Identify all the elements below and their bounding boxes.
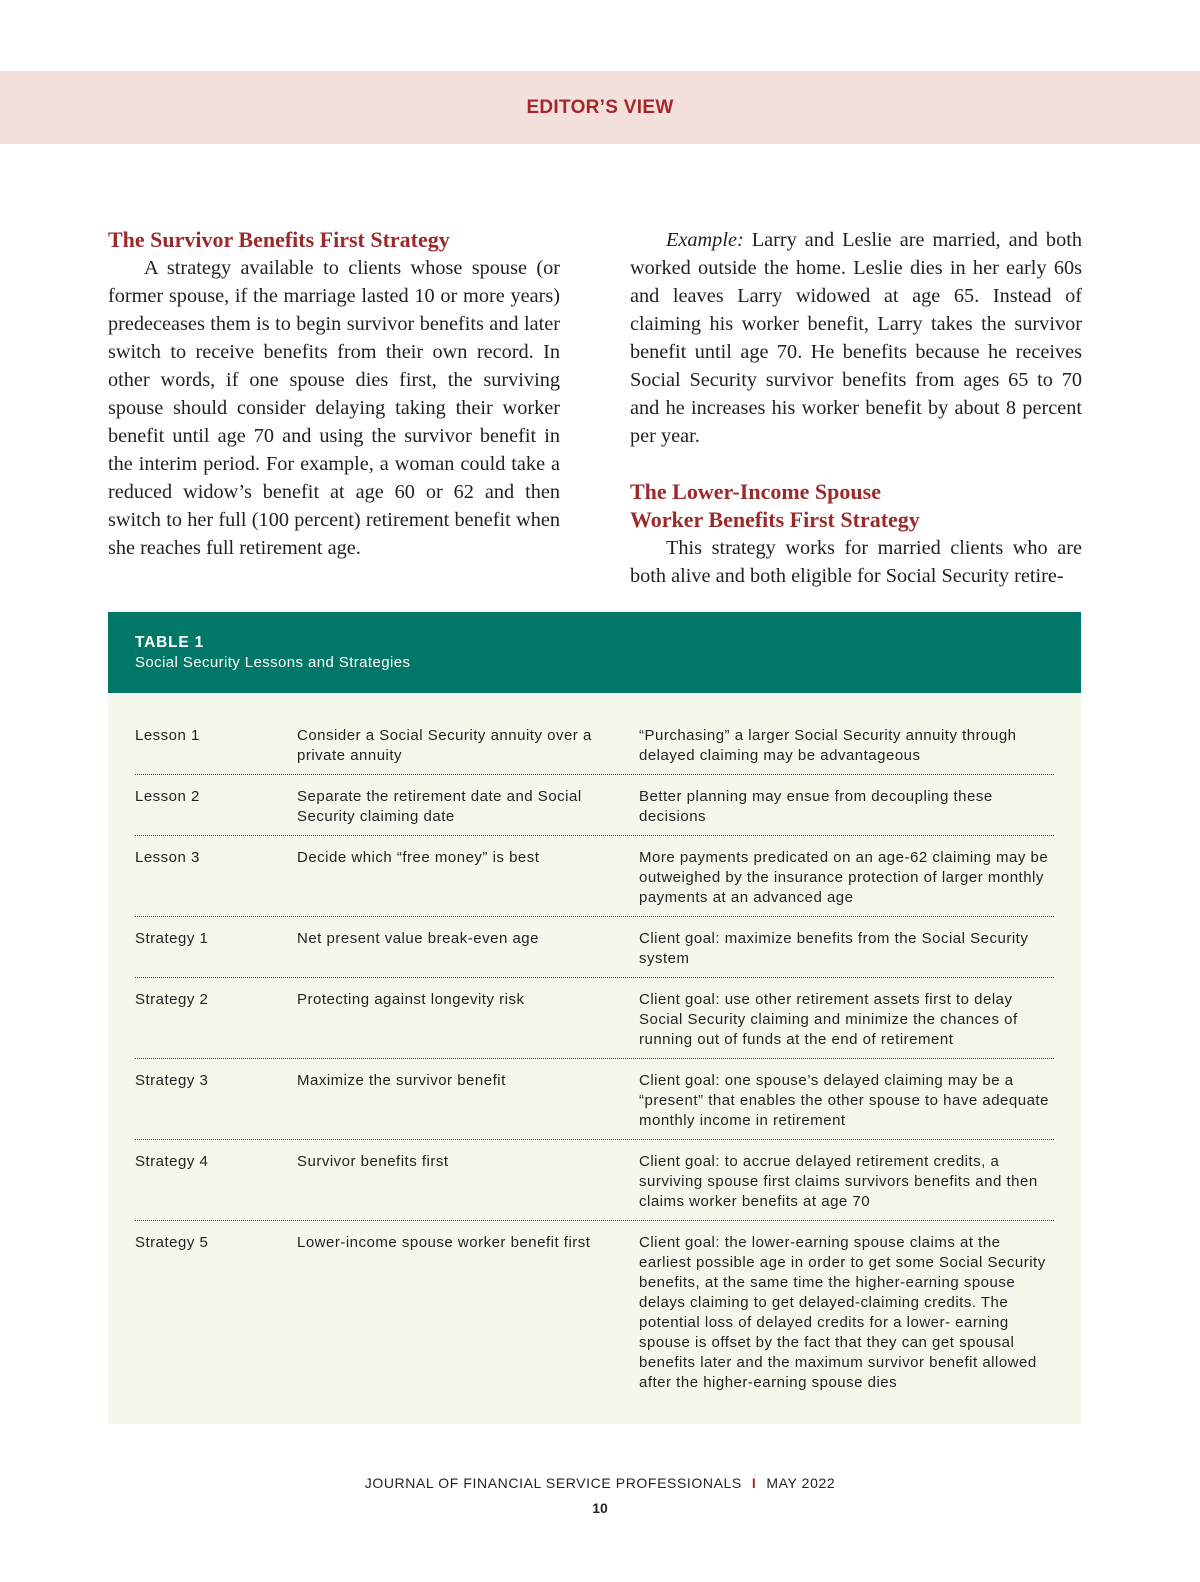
table-row — [135, 726, 1054, 775]
table-row — [135, 1152, 1054, 1221]
row-topic: Lower-income spouse worker benefit first — [297, 1234, 591, 1251]
example-label: Example: — [666, 229, 744, 251]
table-row — [135, 1233, 1054, 1401]
lower-income-strategy-heading — [630, 478, 1082, 534]
survivor-strategy-paragraph: A strategy available to clients whose spouse (or former spouse, if the marriage lasted 10 or more years) predeceases them is to begin survivor benefits and later switch to receive benefits from their own record. In other words, if one spouse dies first, the surviving spouse should consider delaying taking their worker benefit until age 70 and using the survivor benefit in the interim period. For example, a woman could take a reduced widow’s benefit at age 60 or 62 and then switch to her full (100 percent) retirement benefit when she reaches full retirement age. — [108, 257, 560, 559]
row-description: Client goal: the lower-earning spouse claims at the earliest possible age in order to get some Social Security benefits, at the same time the higher-earning spouse delays claiming to get delayed-claiming credits. The potential loss of delayed credits for a lower- earning spouse is offset by the fact that they can get spousal benefits later and the maximum survivor benefit allowed after the higher-earning spouse dies — [639, 1234, 1046, 1391]
lower-income-strategy-paragraph: This strategy works for married clients who are both alive and both eligible for Social Security retire- — [630, 537, 1082, 587]
table-row — [135, 929, 1054, 978]
row-description: More payments predicated on an age-62 claiming may be outweighed by the insurance protection of larger monthly payments at an advanced age — [639, 849, 1049, 906]
survivor-strategy-heading: The Survivor Benefits First Strategy — [108, 227, 450, 252]
row-topic: Maximize the survivor benefit — [297, 1072, 506, 1089]
page-number: 10 — [592, 1500, 608, 1516]
table-1 — [108, 612, 1081, 1424]
row-item: Lesson 1 — [135, 727, 200, 744]
journal-name: JOURNAL OF FINANCIAL SERVICE PROFESSIONALS — [364, 1475, 742, 1491]
table-body — [135, 726, 1054, 1413]
heading-line-2: Worker Benefits First Strategy — [630, 507, 920, 532]
table-row — [135, 848, 1054, 917]
left-column — [108, 226, 560, 562]
table-header — [108, 612, 1081, 693]
row-topic: Decide which “free money” is best — [297, 849, 540, 866]
issue-date: MAY 2022 — [766, 1475, 836, 1491]
row-item: Strategy 1 — [135, 930, 209, 947]
row-item: Strategy 5 — [135, 1234, 209, 1251]
table-label: TABLE 1 — [135, 633, 205, 651]
example-text: Larry and Leslie are married, and both worked outside the home. Leslie dies in her early 60s and leaves Larry widowed at age 65. Instead of claiming his worker benefit, Larry takes the survivor benefit until age 70. He benefits because he receives Social Security survivor benefits from ages 65 to 70 and he increases his worker benefit by about 8 percent per year. — [630, 229, 1082, 447]
row-item: Lesson 3 — [135, 849, 200, 866]
row-description: Client goal: use other retirement assets first to delay Social Security claiming and minimize the chances of running out of funds at the end of retirement — [639, 991, 1018, 1048]
heading-line-1: The Lower-Income Spouse — [630, 479, 881, 504]
row-item: Strategy 3 — [135, 1072, 209, 1089]
section-title: EDITOR’S VIEW — [526, 96, 674, 118]
row-topic: Consider a Social Security annuity over a private annuity — [297, 727, 592, 764]
table-row — [135, 990, 1054, 1059]
table-row — [135, 787, 1054, 836]
row-item: Lesson 2 — [135, 788, 200, 805]
right-column — [630, 226, 1082, 590]
row-topic: Net present value break-even age — [297, 930, 539, 947]
row-description: Client goal: maximize benefits from the Social Security system — [639, 930, 1029, 967]
row-description: Client goal: to accrue delayed retirement credits, a surviving spouse first claims survivors benefits and then claims worker benefits at age 70 — [639, 1153, 1038, 1210]
table-caption: Social Security Lessons and Strategies — [135, 653, 411, 671]
row-description: Client goal: one spouse’s delayed claiming may be a “present” that enables the other spouse to have adequate monthly income in retirement — [639, 1072, 1049, 1129]
row-description: Better planning may ensue from decoupling these decisions — [639, 788, 993, 825]
footer-separator: I — [751, 1475, 757, 1491]
page-footer — [0, 1475, 1200, 1491]
row-topic: Protecting against longevity risk — [297, 991, 525, 1008]
section-banner — [0, 71, 1200, 144]
example-paragraph — [630, 226, 1082, 450]
row-item: Strategy 4 — [135, 1153, 209, 1170]
row-description: “Purchasing” a larger Social Security annuity through delayed claiming may be advantageous — [639, 727, 1017, 764]
row-topic: Survivor benefits first — [297, 1153, 449, 1170]
row-item: Strategy 2 — [135, 991, 209, 1008]
table-row — [135, 1071, 1054, 1140]
row-topic: Separate the retirement date and Social Security claiming date — [297, 788, 582, 825]
